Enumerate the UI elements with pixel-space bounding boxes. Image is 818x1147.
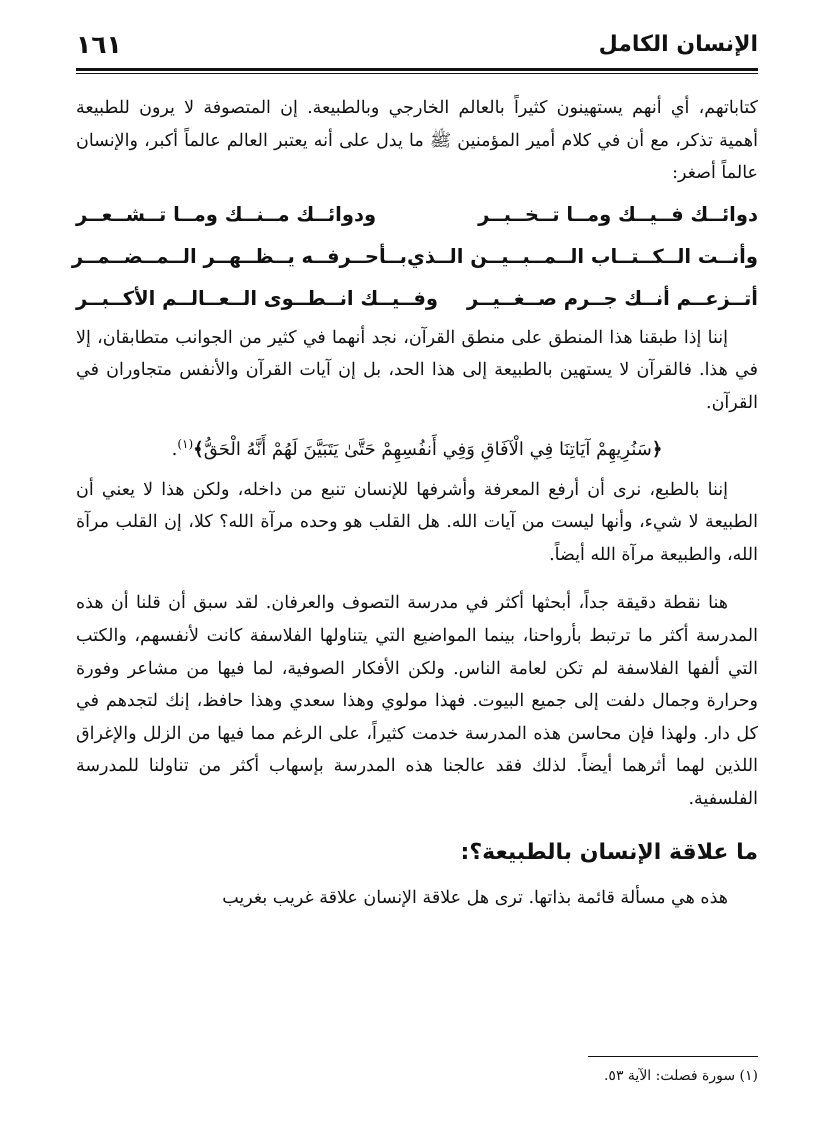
quran-close-bracket: ﴾ [193, 438, 204, 460]
poem-hemistich-left: وفــيــك انــطــوى الــعــالــم الأكــبــر [76, 286, 439, 310]
poem-verse [76, 278, 758, 320]
quran-verse-end: . [171, 438, 178, 460]
page-body [71, 92, 758, 914]
poem-hemistich-right: وأنــت الــكــتــاب الــمــبــيــن الــذي [406, 244, 758, 268]
page-header [76, 30, 758, 66]
header-rule-thin [76, 73, 758, 74]
poem-hemistich-right: أتــزعــم أنــك جــرم صــغــيــر [466, 286, 758, 310]
poem-verse [71, 236, 758, 278]
paragraph-heart-mirror: إننا بالطبع، نرى أن أرفع المعرفة وأشرفها للإنسان تنبع من داخله، ولكن هذا لا يعني أن الطبيعة لا شيء، وأنها ليست من آيات الله. هل القلب هو وحده مرآة الله؟ كلا، إن القلب مرآة الله، والطبيعة مرآة الله أيضاً. [76, 479, 758, 565]
quran-verse-text: سَنُرِيهِمْ آيَاتِنَا فِي الْآفَاقِ وَفِي أَنفُسِهِمْ حَتَّىٰ يَتَبَيَّنَ لَهُمْ أَنَّهُ الْحَقُّ [203, 438, 652, 460]
footnote-rule [588, 1056, 758, 1057]
poem-verse [76, 194, 758, 236]
poem-hemistich-left: ودوائــك مــنــك ومــا تــشــعــر [76, 202, 377, 226]
paragraph-sufism: هنا نقطة دقيقة جداً، أبحثها أكثر في مدرسة التصوف والعرفان. لقد سبق أن قلنا أن هذه المدرسة أكثر ما ترتبط بأرواحنا، بينما المواضيع التي يتناولها الفلاسفة كانت لأنفسهم، والكتب التي ألفها الفلاسفة لم تكن لعامة الناس. ولكن الأفكار الصوفية، لما فيها من مشاعر وفورة وحرارة وجمال دلفت إلى جميع البيوت. فهذا مولوي وهذا سعدي وهذا حافظ، إنك لتجدهم في كل دار. ولهذا فإن محاسن هذه المدرسة خدمت كثيراً، على الرغم مما فيها من الزلل والإغراق اللذين لهما أثرهما أيضاً. لذلك فقد عالجنا هذه المدرسة بإسهاب أكثر من تناولنا للمدرسة الفلسفية. [76, 593, 758, 809]
book-title: الإنسان الكامل [598, 32, 758, 57]
poem-hemistich-left: بــأحــرفــه يــظــهــر الــمــضــمــر [71, 244, 407, 268]
page-number: ١٦١ [76, 30, 122, 59]
paragraph-quran-intro: إننا إذا طبقنا هذا المنطق على منطق القرآن، نجد أنهما في كثير من الجوانب متطابقان، إلا في هذا. فالقرآن لا يستهين بالطبيعة إلى هذا الحد، بل إن آيات القرآن والأنفس متجاوران في القرآن. [76, 327, 758, 413]
paragraph-last: هذه هي مسألة قائمة بذاتها. ترى هل علاقة الإنسان علاقة غريب بغريب [222, 887, 728, 908]
footnote: (١) سورة فصلت: الآية ٥٣. [603, 1068, 758, 1084]
poem-hemistich-right: دوائــك فــيــك ومــا تــخــبــر [478, 202, 758, 226]
header-rule [76, 68, 758, 71]
footnote-reference: (١) [177, 436, 194, 451]
quran-verse [76, 420, 758, 474]
section-heading: ما علاقة الإنسان بالطبيعة؟: [460, 839, 758, 865]
paragraph-gap [76, 571, 758, 587]
poem [71, 194, 758, 320]
paragraph-intro: كتاباتهم، أي أنهم يستهينون كثيراً بالعالم الخارجي وبالطبيعة. إن المتصوفة لا يرون للطبيعة أهمية تذكر، مع أن في كلام أمير المؤمنين ﷺ ما يدل على أنه يعتبر العالم عالماً أكبر، والإنسان عالماً أصغر: [76, 98, 758, 184]
quran-open-bracket: ﴿ [651, 438, 663, 460]
